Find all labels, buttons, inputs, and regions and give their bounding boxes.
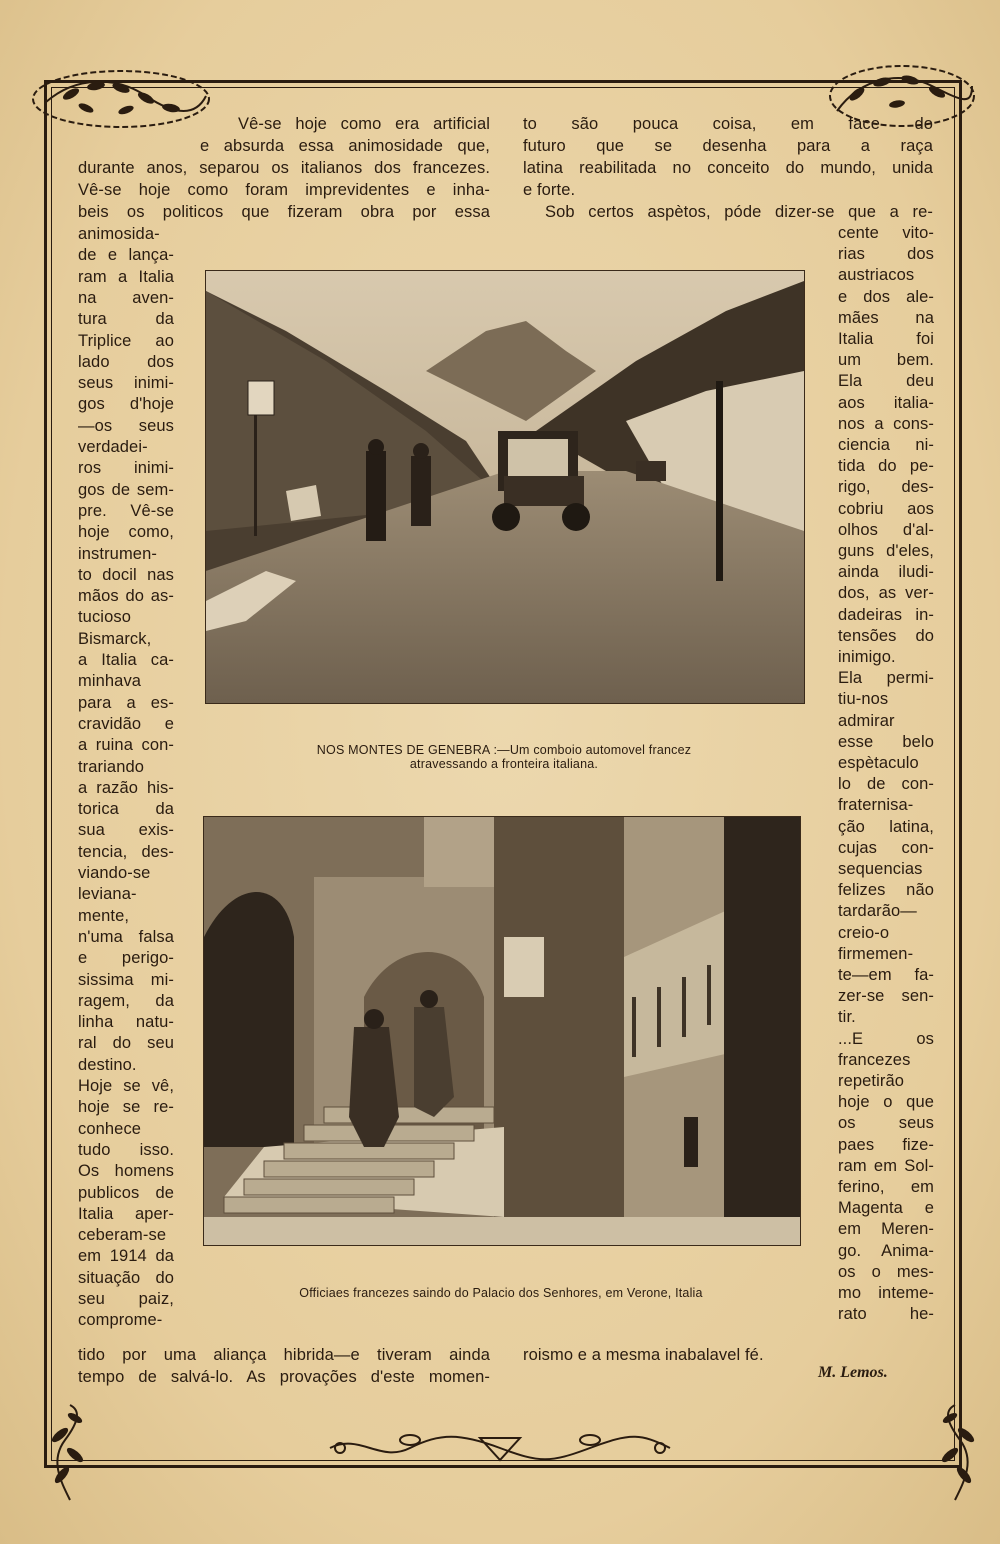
text-line: aos italia- [838, 393, 934, 412]
text-line: ros inimi- [78, 459, 174, 478]
text-line: e dos ale- [838, 287, 934, 306]
text-line: em Meren- [838, 1220, 934, 1239]
text-line: dadeiras in- [838, 605, 934, 624]
text-line: cujas con- [838, 838, 934, 857]
text-line: ferino, em [838, 1178, 934, 1196]
text-line: firmemen- [838, 944, 914, 963]
text-line: hoje o que [838, 1093, 934, 1112]
text-line: de e lança- [78, 246, 174, 265]
text-line: Vê-se hoje como foram imprevidentes e inha- [78, 181, 490, 199]
text-line: nos a cons- [838, 414, 934, 433]
text-line: austriacos [838, 266, 915, 285]
bottom-right-ornament [920, 1400, 990, 1510]
text-line: ção latina, [838, 817, 934, 836]
text-line: rigo, des- [838, 478, 934, 497]
text-line: te—em fa- [838, 966, 934, 984]
text-line: e perigo- [78, 949, 174, 968]
text-line: cobriu aos [838, 499, 934, 518]
text-line: tensões do [838, 626, 934, 645]
text-line: publicos de [78, 1183, 174, 1202]
text-line: a razão his- [78, 778, 174, 797]
text-line: e forte. [523, 181, 576, 199]
text-line: pre. Vê-se [78, 501, 174, 520]
text-line: to docil nas [78, 565, 174, 584]
text-line: cente vito- [838, 224, 934, 242]
text-line: comprome- [78, 1311, 163, 1330]
text-line: beis os politicos que fizeram obra por essa [78, 203, 490, 221]
text-line: para a es- [78, 693, 174, 712]
photo-2-caption-line-1: Officiaes francezes saindo do Palacio dos Senhores, em Verone, Italia [299, 1286, 703, 1300]
text-line: minhava [78, 672, 142, 691]
text-line: zer-se sen- [838, 987, 934, 1006]
text-line: sissima mi- [78, 970, 174, 989]
text-line: dos, as ver- [838, 584, 934, 603]
text-line: cravidão e [78, 714, 174, 733]
text-line: em 1914 da [78, 1247, 174, 1266]
top-left-ornament [26, 66, 216, 136]
photo-1-caption-line-1: NOS MONTES DE GENEBRA :—Um comboio automovel francez [316, 743, 692, 757]
text-line: —os seus [78, 416, 174, 435]
text-line: Vê-se hoje como era artificial [238, 115, 490, 133]
text-line: viando-se [78, 864, 151, 882]
text-line: rias dos [838, 245, 934, 264]
text-line: lado dos [78, 352, 174, 371]
text-line: torica da [78, 800, 174, 819]
text-line: inimigo. [838, 648, 896, 666]
text-line: seu paiz, [78, 1290, 174, 1308]
text-line: tido por uma aliança hibrida—e tiveram ainda [78, 1346, 490, 1364]
text-line: tardarão— [838, 902, 917, 921]
text-line: admirar [838, 711, 895, 730]
text-line: francezes [838, 1050, 911, 1069]
bottom-left-ornament [40, 1400, 100, 1510]
text-line: animosida- [78, 225, 160, 243]
text-line: ragem, da [78, 991, 174, 1010]
text-line: paes fize- [838, 1135, 934, 1154]
text-line: tucioso [78, 608, 131, 627]
text-line: instrumen- [78, 544, 157, 563]
text-line: Magenta e [838, 1199, 934, 1218]
text-line: creio-o [838, 923, 890, 942]
text-line: tencia, des- [78, 842, 174, 861]
text-line: ciencia ni- [838, 436, 934, 454]
text-line: fraternisa- [838, 796, 914, 815]
text-line: Bismarck, [78, 629, 152, 648]
text-line: a Italia ca- [78, 651, 174, 669]
text-line: Italia foi [838, 330, 934, 348]
text-line: mãos do as- [78, 587, 174, 606]
text-line: esse belo [838, 732, 934, 751]
text-line: Ela deu [838, 372, 934, 391]
text-line: ral do seu [78, 1034, 174, 1053]
text-line: Sob certos aspètos, póde dizer-se que a re- [545, 203, 933, 221]
text-line: hoje se re- [78, 1098, 174, 1117]
text-line: ainda iludi- [838, 563, 934, 582]
text-line: lo de con- [838, 775, 934, 794]
text-line: e absurda essa animosidade que, [200, 137, 490, 155]
text-line: sequencias [838, 860, 923, 878]
text-line: situação do [78, 1268, 174, 1287]
text-line: os o mes- [838, 1262, 934, 1281]
photo-1-caption [205, 743, 803, 771]
text-line: repetirão [838, 1072, 905, 1090]
text-line: rato he- [838, 1305, 934, 1324]
text-line: Hoje se vê, [78, 1077, 174, 1095]
text-line: durante anos, separou os italianos dos francezes. [78, 159, 490, 177]
text-line: ...E os [838, 1029, 934, 1048]
text-line: tempo de salvá-lo. As provações d'este momen- [78, 1368, 490, 1386]
text-line: destino. [78, 1055, 137, 1074]
text-line: roismo e a mesma inabalavel fé. [523, 1346, 764, 1364]
text-line: gos d'hoje [78, 395, 174, 414]
text-line: os seus [838, 1114, 934, 1133]
text-line: Italia aper- [78, 1204, 174, 1223]
text-line: sua exis- [78, 821, 174, 840]
text-line: tida do pe- [838, 457, 934, 476]
mountain-road-photo [205, 270, 805, 704]
text-line: verdadei- [78, 438, 148, 456]
photo-1-caption-line-2: atravessando a fronteira italiana. [409, 757, 599, 771]
text-line: tura da [78, 310, 174, 329]
text-line: tudo isso. [78, 1140, 174, 1159]
author-signature: M. Lemos. [818, 1364, 888, 1381]
text-line: leviana- [78, 885, 137, 904]
text-line: ram em Sol- [838, 1156, 934, 1175]
text-line: ceberam-se [78, 1226, 167, 1245]
text-line: conhece [78, 1119, 142, 1138]
text-line: mães na [838, 308, 934, 327]
text-line: Ela permi- [838, 669, 934, 688]
text-line: olhos d'al- [838, 520, 934, 539]
text-line: linha natu- [78, 1013, 174, 1032]
text-line: tir. [838, 1008, 856, 1027]
text-line: trariando [78, 757, 145, 776]
text-line: Os homens [78, 1162, 174, 1181]
text-line: um bem. [838, 351, 934, 370]
text-line: gos de sem- [78, 480, 174, 499]
text-line: n'uma falsa [78, 927, 174, 946]
text-line: hoje como, [78, 523, 174, 542]
text-line: ram a Italia [78, 267, 174, 286]
text-line: go. Anima- [838, 1241, 934, 1260]
text-line: espètaculo [838, 754, 919, 772]
text-line: to são pouca coisa, em face do [523, 115, 933, 133]
bottom-center-ornament [320, 1428, 680, 1468]
photo-2-caption [203, 1286, 799, 1300]
text-line: Triplice ao [78, 331, 174, 350]
text-line: guns d'eles, [838, 542, 934, 560]
text-line: tiu-nos [838, 690, 889, 709]
text-line: latina reabilitada no conceito do mundo, unida [523, 159, 933, 177]
text-line: mo inteme- [838, 1284, 934, 1302]
palace-staircase-photo [203, 816, 801, 1246]
text-line: a ruina con- [78, 736, 174, 755]
text-line: na aven- [78, 288, 174, 307]
text-line: seus inimi- [78, 374, 174, 393]
text-line: felizes não [838, 881, 934, 900]
text-line: mente, [78, 906, 130, 925]
text-line: futuro que se desenha para a raça [523, 137, 933, 155]
